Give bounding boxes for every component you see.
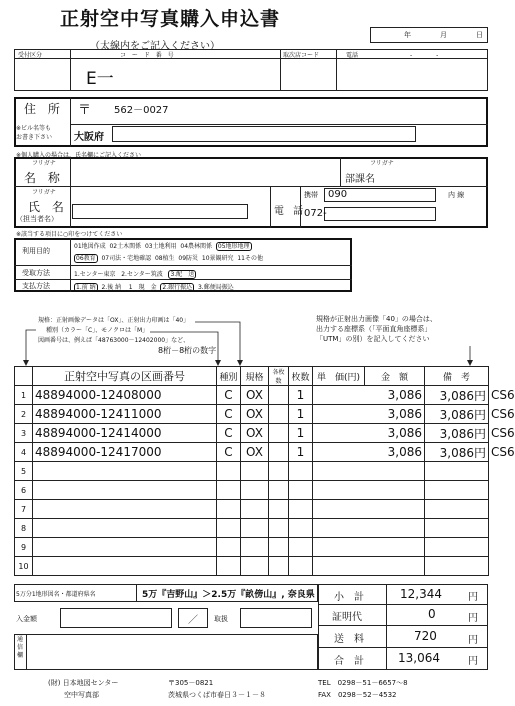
row-number: 8 [15, 519, 33, 538]
org-furigana: フリガナ [32, 160, 56, 167]
cert-yen: 円 [468, 613, 478, 624]
row-code[interactable] [33, 519, 217, 538]
col-kind-header: 種別 [217, 367, 241, 386]
row-number: 9 [15, 538, 33, 557]
row-number: 3 [15, 424, 33, 443]
row-unit: 3,086 [313, 405, 425, 424]
purpose-11[interactable]: 11その他 [237, 255, 263, 262]
options-note: ※該当する項目に○印をつけてください [16, 231, 123, 238]
row-unit [313, 557, 425, 576]
receipt-tokyo[interactable]: 1.センター東京 [74, 271, 116, 278]
row-number: 1 [15, 386, 33, 405]
purpose-09[interactable]: 09防災 [178, 255, 199, 262]
receipt-tsukuba[interactable]: 2.センター筑波 [121, 271, 163, 278]
order-table [14, 366, 515, 576]
date-day-label: 日 [476, 31, 483, 39]
right-instructions: 規格が正射出力画像「40」の場合は、 出力する座標系（「平面直角座標系」 「UTM」の別）を記入してください [316, 315, 437, 343]
person-name-label: 氏 名 [28, 200, 68, 214]
purpose-10[interactable]: 10景観研究 [201, 255, 234, 262]
row-kind[interactable] [217, 500, 241, 519]
person-sub-label: （担当者名） [16, 215, 58, 223]
row-amount: 3,086円 [425, 405, 489, 424]
row-std[interactable] [241, 481, 269, 500]
row-std[interactable] [241, 519, 269, 538]
row-each[interactable] [269, 405, 289, 424]
row-kind[interactable]: C [217, 386, 241, 405]
row-number: 7 [15, 500, 33, 519]
row-unit: 3,086 [313, 443, 425, 462]
total-value: 13,064 [398, 651, 440, 665]
subtotal-value: 12,344 [400, 587, 442, 601]
map-row-value[interactable]: 5万『吉野山』＞2.5万『畝傍山』, 奈良県 [142, 590, 315, 600]
col-code-header: 正射空中写真の区画番号 [33, 367, 217, 386]
footer-postal: 〒305－0821 [168, 679, 214, 687]
row-amount [425, 481, 489, 500]
purpose-01[interactable]: 01地図作成 [74, 243, 106, 250]
row-std[interactable] [241, 462, 269, 481]
row-std[interactable]: OX [241, 443, 269, 462]
purpose-02[interactable]: 02土木関係 [109, 243, 142, 250]
postal-code[interactable]: 562－0027 [114, 105, 169, 116]
row-each[interactable] [269, 557, 289, 576]
shipping-value: 720 [414, 629, 437, 643]
row-std[interactable]: OX [241, 386, 269, 405]
agency-label: 取次店コード [283, 52, 320, 59]
footer-dept: 空中写真部 [64, 691, 99, 699]
col-each-header: 各枚数 [269, 367, 289, 386]
row-count[interactable] [289, 538, 313, 557]
row-each[interactable] [269, 481, 289, 500]
row-number: 4 [15, 443, 33, 462]
page-title: 正射空中写真購入申込書 [60, 8, 281, 30]
org-name-label: 名 称 [24, 171, 64, 185]
row-amount [425, 557, 489, 576]
row-unit [313, 462, 425, 481]
row-count[interactable] [289, 557, 313, 576]
footer-org: (財) 日本地図センター [48, 679, 119, 687]
subtotal-yen: 円 [468, 592, 478, 603]
total-yen: 円 [468, 656, 478, 667]
row-code[interactable] [33, 557, 217, 576]
row-code[interactable]: 48894000-12411000 [33, 405, 217, 424]
row-std[interactable] [241, 557, 269, 576]
address-label: 住 所 [24, 102, 64, 116]
row-count[interactable]: 1 [289, 443, 313, 462]
deposit-input[interactable] [60, 608, 172, 628]
deposit-slash: ／ [188, 615, 198, 626]
row-unit [313, 481, 425, 500]
cert-value: 0 [428, 607, 436, 621]
phone-top-label: 電話 [346, 52, 359, 59]
row-number: 6 [15, 481, 33, 500]
payment-cash[interactable]: 1 現 金 [128, 284, 157, 291]
table-row: 4 48894000-12417000 C OX 1 3,086 3,086円 CS6 [15, 443, 489, 462]
total-label: 合 計 [334, 656, 364, 667]
row-kind[interactable] [217, 557, 241, 576]
fill-instruction: （太線内をご記入ください） [90, 41, 220, 52]
dept-furigana: フリガナ [370, 160, 394, 167]
purpose-06-selected[interactable]: 06教育 [76, 255, 96, 262]
handling-input[interactable] [240, 608, 312, 628]
table-row: 2 48894000-12411000 C OX 1 3,086 3,086円 CS6 [15, 405, 489, 424]
table-row [15, 481, 489, 500]
row-amount [425, 462, 489, 481]
row-std[interactable] [241, 500, 269, 519]
row-code[interactable]: 48894000-12408000 [33, 386, 217, 405]
footer-address: 茨城県つくば市春日３－１－８ [168, 691, 266, 699]
row-code[interactable]: 48894000-12414000 [33, 424, 217, 443]
code-value[interactable]: E一 [86, 69, 114, 89]
person-furigana: フリガナ [32, 189, 56, 196]
table-row: 3 48894000-12414000 C OX 1 3,086 3,086円 CS6 [15, 424, 489, 443]
col-amount-header: 金 額 [365, 367, 425, 386]
phone-value: 072- [304, 208, 327, 219]
row-each[interactable] [269, 538, 289, 557]
row-kind[interactable] [217, 519, 241, 538]
purpose-08[interactable]: 08植生 [154, 255, 175, 262]
row-std[interactable]: OX [241, 424, 269, 443]
row-each[interactable] [269, 443, 289, 462]
row-count[interactable]: 1 [289, 424, 313, 443]
row-kind[interactable] [217, 538, 241, 557]
date-year-label: 年 [404, 31, 411, 39]
row-count[interactable]: 1 [289, 386, 313, 405]
row-code[interactable] [33, 481, 217, 500]
phone-label: 電 話 [274, 206, 307, 217]
comm-label: 通信欄 [17, 636, 24, 659]
row-code[interactable] [33, 538, 217, 557]
row-amount: 3,086円 [425, 424, 489, 443]
table-row [15, 500, 489, 519]
table-row [15, 557, 489, 576]
row-std[interactable] [241, 538, 269, 557]
row-count[interactable] [289, 519, 313, 538]
dept-label: 部課名 [345, 174, 375, 185]
comm-box[interactable] [14, 634, 318, 670]
row-each[interactable] [269, 462, 289, 481]
purpose-05-selected[interactable]: 05地形地理 [217, 243, 250, 250]
row-count[interactable] [289, 481, 313, 500]
prefecture-value: 大阪府 [74, 132, 104, 143]
row-unit: 3,086 [313, 424, 425, 443]
col-unit-header: 単 価(円) [313, 367, 365, 386]
purpose-07[interactable]: 07司法・宅地確認 [101, 255, 152, 262]
row-count[interactable]: 1 [289, 405, 313, 424]
row-unit [313, 519, 425, 538]
table-row [15, 519, 489, 538]
row-amount: 3,086円 [425, 443, 489, 462]
row-count[interactable] [289, 500, 313, 519]
row-amount [425, 538, 489, 557]
payment-bank-selected[interactable]: 2.銀行振込 [162, 284, 193, 291]
payment-postal[interactable]: 3.郵便局振込 [197, 284, 234, 291]
phone-top-dashes: - - [410, 52, 439, 59]
row-code[interactable] [33, 462, 217, 481]
payment-prepaid-selected[interactable]: 1.前 納 [76, 284, 96, 291]
receipt-label: 受取方法 [22, 269, 50, 277]
row-unit [313, 538, 425, 557]
row-amount: 3,086円 [425, 386, 489, 405]
code-label: コ ー ド 番 号 [120, 52, 176, 59]
row-each[interactable] [269, 386, 289, 405]
subtotal-label: 小 計 [334, 592, 364, 603]
shipping-yen: 円 [468, 635, 478, 646]
row-unit: 3,086 [313, 386, 425, 405]
row-amount [425, 500, 489, 519]
purpose-04[interactable]: 04農林関係 [180, 243, 213, 250]
reception-label: 受付区分 [18, 52, 43, 59]
building-note: ※ビル名等も お書き下さい [16, 125, 53, 141]
left-instructions: 規格：正射画像データは「OX」、正射出力印画は「40」 種別（カラー「C」、モノクロは「M」 図画番号は、例えば「48763000－12402000」など、 8桁－8桁の数字 [38, 317, 217, 355]
row-number: 2 [15, 405, 33, 424]
row-code[interactable]: 48894000-12417000 [33, 443, 217, 462]
col-std-header: 規格 [241, 367, 269, 386]
cert-label: 証明代 [332, 612, 362, 623]
instruction-arrows [0, 0, 489, 370]
row-number: 5 [15, 462, 33, 481]
row-each[interactable] [269, 519, 289, 538]
row-kind[interactable]: C [217, 443, 241, 462]
postal-mark-icon: 〒 [78, 103, 92, 118]
row-kind[interactable]: C [217, 405, 241, 424]
handling-label: 取扱 [214, 615, 228, 623]
table-row [15, 538, 489, 557]
shipping-label: 送 料 [334, 634, 364, 645]
map-row-label: 5万分1地形図名・都道府県名 [16, 591, 96, 598]
table-row: 1 48894000-12408000 C OX 1 3,086 3,086円 CS6 [15, 386, 489, 405]
footer-tel: TEL 0298－51－6657～8 [318, 679, 408, 687]
row-count[interactable] [289, 462, 313, 481]
personal-note: ※個人購入の場合は、氏名欄にご記入ください [16, 152, 142, 159]
payment-postpaid[interactable]: 2.後 納 [101, 284, 122, 291]
row-each[interactable] [269, 424, 289, 443]
col-remark-header: 備 考 [425, 367, 489, 386]
table-header-row [15, 367, 489, 386]
purpose-label: 利用目的 [22, 247, 50, 255]
payment-label: 支払方法 [22, 282, 50, 290]
row-std[interactable]: OX [241, 405, 269, 424]
footer-fax: FAX 0298－52－4532 [318, 691, 397, 699]
row-unit [313, 500, 425, 519]
extension-label: 内 線 [448, 191, 465, 199]
row-kind[interactable]: C [217, 424, 241, 443]
table-row [15, 462, 489, 481]
row-kind[interactable] [217, 462, 241, 481]
row-each[interactable] [269, 500, 289, 519]
date-month-label: 月 [440, 31, 447, 39]
row-amount [425, 519, 489, 538]
purpose-03[interactable]: 03土地利用 [144, 243, 177, 250]
deposit-label: 入金額 [16, 615, 37, 623]
receipt-delivery-selected[interactable]: 3.配 送 [170, 271, 195, 278]
row-number: 10 [15, 557, 33, 576]
mobile-label: 携帯 [304, 191, 318, 199]
row-code[interactable] [33, 500, 217, 519]
row-kind[interactable] [217, 481, 241, 500]
col-count-header: 枚数 [289, 367, 313, 386]
mobile-value: 090 [328, 189, 348, 200]
